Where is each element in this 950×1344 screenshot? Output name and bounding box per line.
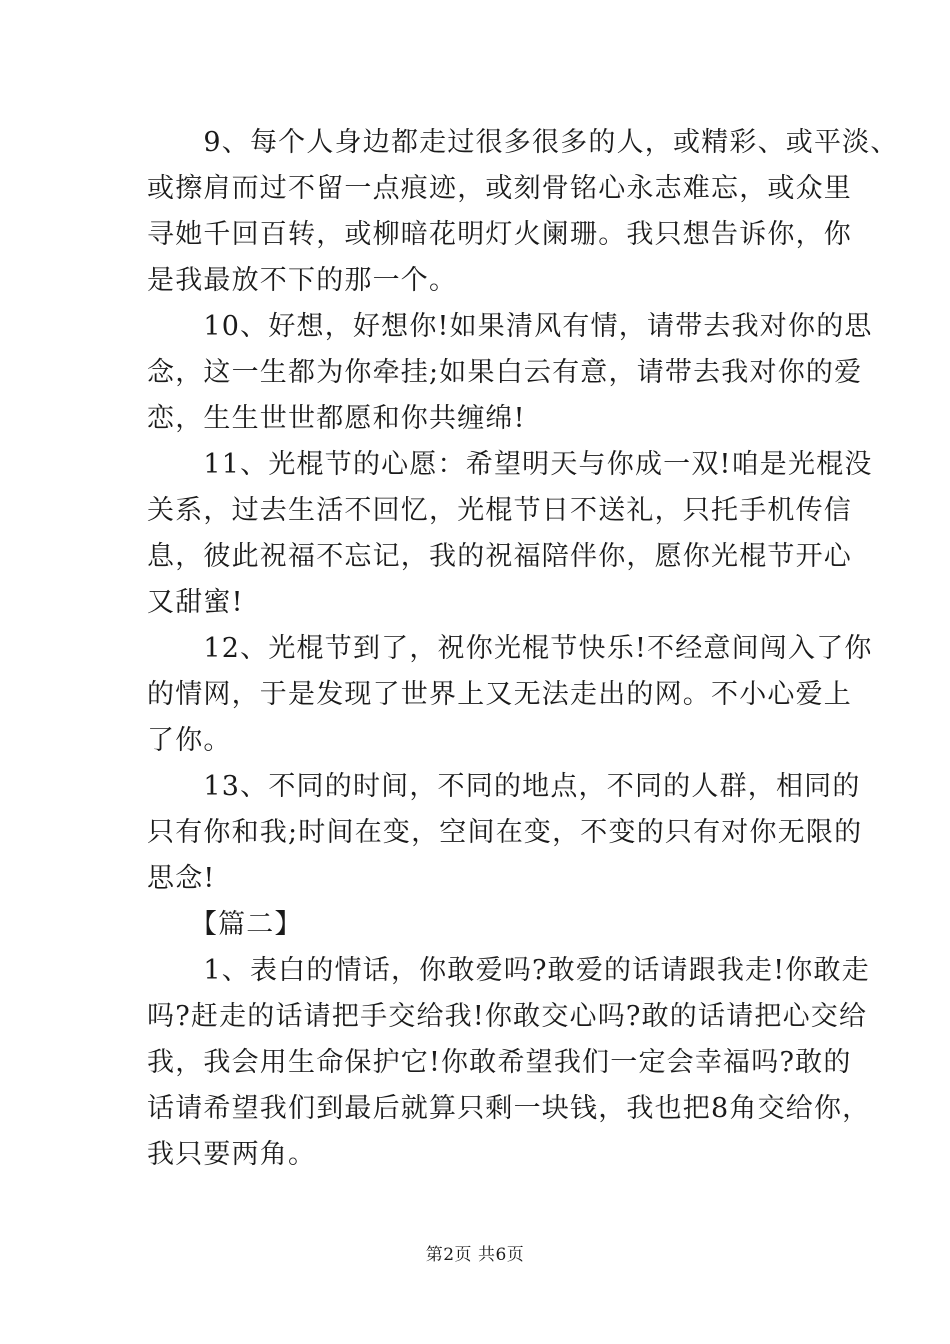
- text-line: 又甜蜜!: [147, 587, 244, 618]
- text-line: 了你。: [147, 725, 232, 756]
- section-heading: 【篇二】: [147, 909, 303, 940]
- text-line: 吗?赶走的话请把手交给我!你敢交心吗?敢的话请把心交给: [147, 1001, 868, 1032]
- text-line: 恋，生生世世都愿和你共缠绵!: [147, 403, 526, 434]
- text-line: 11、光棍节的心愿：希望明天与你成一双!咱是光棍没: [147, 449, 873, 480]
- text-line: 12、光棍节到了，祝你光棍节快乐!不经意间闯入了你: [147, 633, 873, 664]
- text-line: 是我最放不下的那一个。: [147, 265, 458, 296]
- text-line: 息，彼此祝福不忘记，我的祝福陪伴你，愿你光棍节开心: [147, 541, 852, 572]
- text-line: 关系，过去生活不回忆，光棍节日不送礼，只托手机传信: [147, 495, 852, 526]
- text-line: 话请希望我们到最后就算只剩一块钱，我也把8角交给你，: [147, 1093, 871, 1124]
- text-line: 我只要两角。: [147, 1139, 317, 1170]
- text-line: 只有你和我;时间在变，空间在变，不变的只有对你无限的: [147, 817, 863, 848]
- page-number-footer: 第2页 共6页: [425, 1245, 525, 1265]
- text-line: 念，这一生都为你牵挂;如果白云有意，请带去我对你的爱: [147, 357, 863, 388]
- text-line: 寻她千回百转，或柳暗花明灯火阑珊。我只想告诉你，你: [147, 219, 852, 250]
- text-line: 或擦肩而过不留一点痕迹，或刻骨铭心永志难忘，或众里: [147, 173, 852, 204]
- text-line: 我，我会用生命保护它!你敢希望我们一定会幸福吗?敢的: [147, 1047, 852, 1078]
- text-line: 13、不同的时间，不同的地点，不同的人群，相同的: [147, 771, 861, 802]
- text-line: 9、每个人身边都走过很多很多的人，或精彩、或平淡、: [147, 127, 899, 158]
- text-line: 1、表白的情话，你敢爱吗?敢爱的话请跟我走!你敢走: [147, 955, 870, 986]
- text-line: 思念!: [147, 863, 216, 894]
- text-line: 的情网，于是发现了世界上又无法走出的网。不小心爱上: [147, 679, 852, 710]
- text-line: 10、好想，好想你!如果清风有情，请带去我对你的思: [147, 311, 873, 342]
